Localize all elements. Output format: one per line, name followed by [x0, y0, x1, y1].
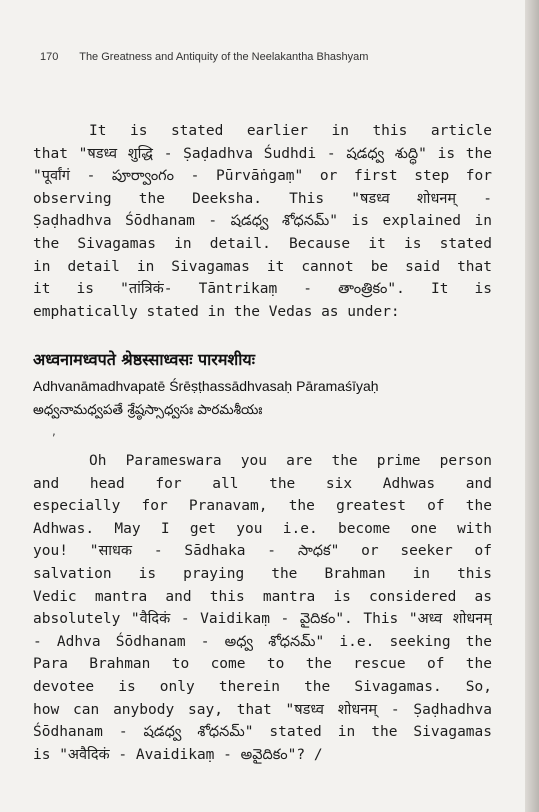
text-line: it is "तांत्रिकं- Tāntrikaṃ - తాంత్రికం". It is	[33, 281, 492, 298]
text-line: especially for Pranavam, the greatest of the	[33, 498, 492, 515]
text-line: and head for all the six Adhwas and	[33, 475, 492, 492]
verse-devanagari: अध्वनामध्वपते श्रेष्ठस्साध्वसः पारमशीयः	[33, 350, 255, 369]
text-line: "पूर्वांगं - పూర్వాంగం - Pūrvāṅgaṃ" or first step for	[33, 168, 492, 185]
text-line: you! "साधक - Sādhaka - సాధక" or seeker of	[33, 543, 492, 560]
text-line: Adhwas. May I get you i.e. become one with	[33, 520, 492, 537]
page-edge	[525, 0, 539, 812]
text-line: Vedic mantra and this mantra is considered as	[33, 588, 492, 605]
text-line: devotee is only therein the Sivagamas. So,	[33, 678, 492, 695]
text-line: It is stated earlier in this article	[89, 123, 492, 139]
verse-telugu: అధ్వనామధ్వపతే శ్రేష్ఠస్సాధ్వసః పారమశీయః	[33, 402, 263, 418]
text-line: absolutely "वैदिकं - Vaidikaṃ - వైదికం". This "अध्व शोधनम्	[33, 611, 492, 628]
text-line: the Sivagamas in detail. Because it is stated	[33, 235, 492, 252]
text-line: is "अवैदिकं - Avaidikaṃ - అవైదికం"? /	[33, 746, 323, 763]
text-line: that "षडध्व शुद्धि - Ṣaḍadhva Śudhdi - షడధ్వ శుద్ధి" is the	[33, 145, 492, 162]
page-header	[40, 51, 368, 63]
text-line: salvation is praying the Brahman in this	[33, 565, 492, 582]
paragraph-explanation	[33, 450, 492, 766]
paragraph-intro	[33, 120, 492, 323]
page-number: 170	[40, 51, 59, 63]
text-line: in detail in Sivagamas it cannot be said that	[33, 258, 492, 275]
text-line: Oh Parameswara you are the prime person	[89, 453, 492, 469]
text-line: Śōdhanam - షడధ్వ శోధనమ్" stated in the Sivagamas	[33, 724, 492, 741]
text-line: Para Brahman to come to the rescue of the	[33, 656, 492, 673]
text-line: - Adhva Śōdhanam - అధ్వ శోధనమ్" i.e. seeking the	[33, 633, 492, 650]
verse-transliteration: Adhvanāmadhvapatē Śrēṣṭhassādhvasaḥ Pāramaśīyaḥ	[33, 378, 379, 394]
mark: ,	[52, 424, 56, 438]
running-title: The Greatness and Antiquity of the Neelakantha Bhashyam	[79, 51, 369, 63]
text-line: Ṣaḍhadhva Śōdhanam - షడధ్వ శోధనమ్" is explained in	[33, 213, 492, 230]
text-line: how can anybody say, that "षडध्व शोधनम् - Ṣaḍhadhva	[33, 701, 492, 718]
text-line: emphatically stated in the Vedas as under:	[33, 303, 400, 320]
text-line: observing the Deeksha. This "षडध्व शोधनम् -	[33, 190, 492, 207]
